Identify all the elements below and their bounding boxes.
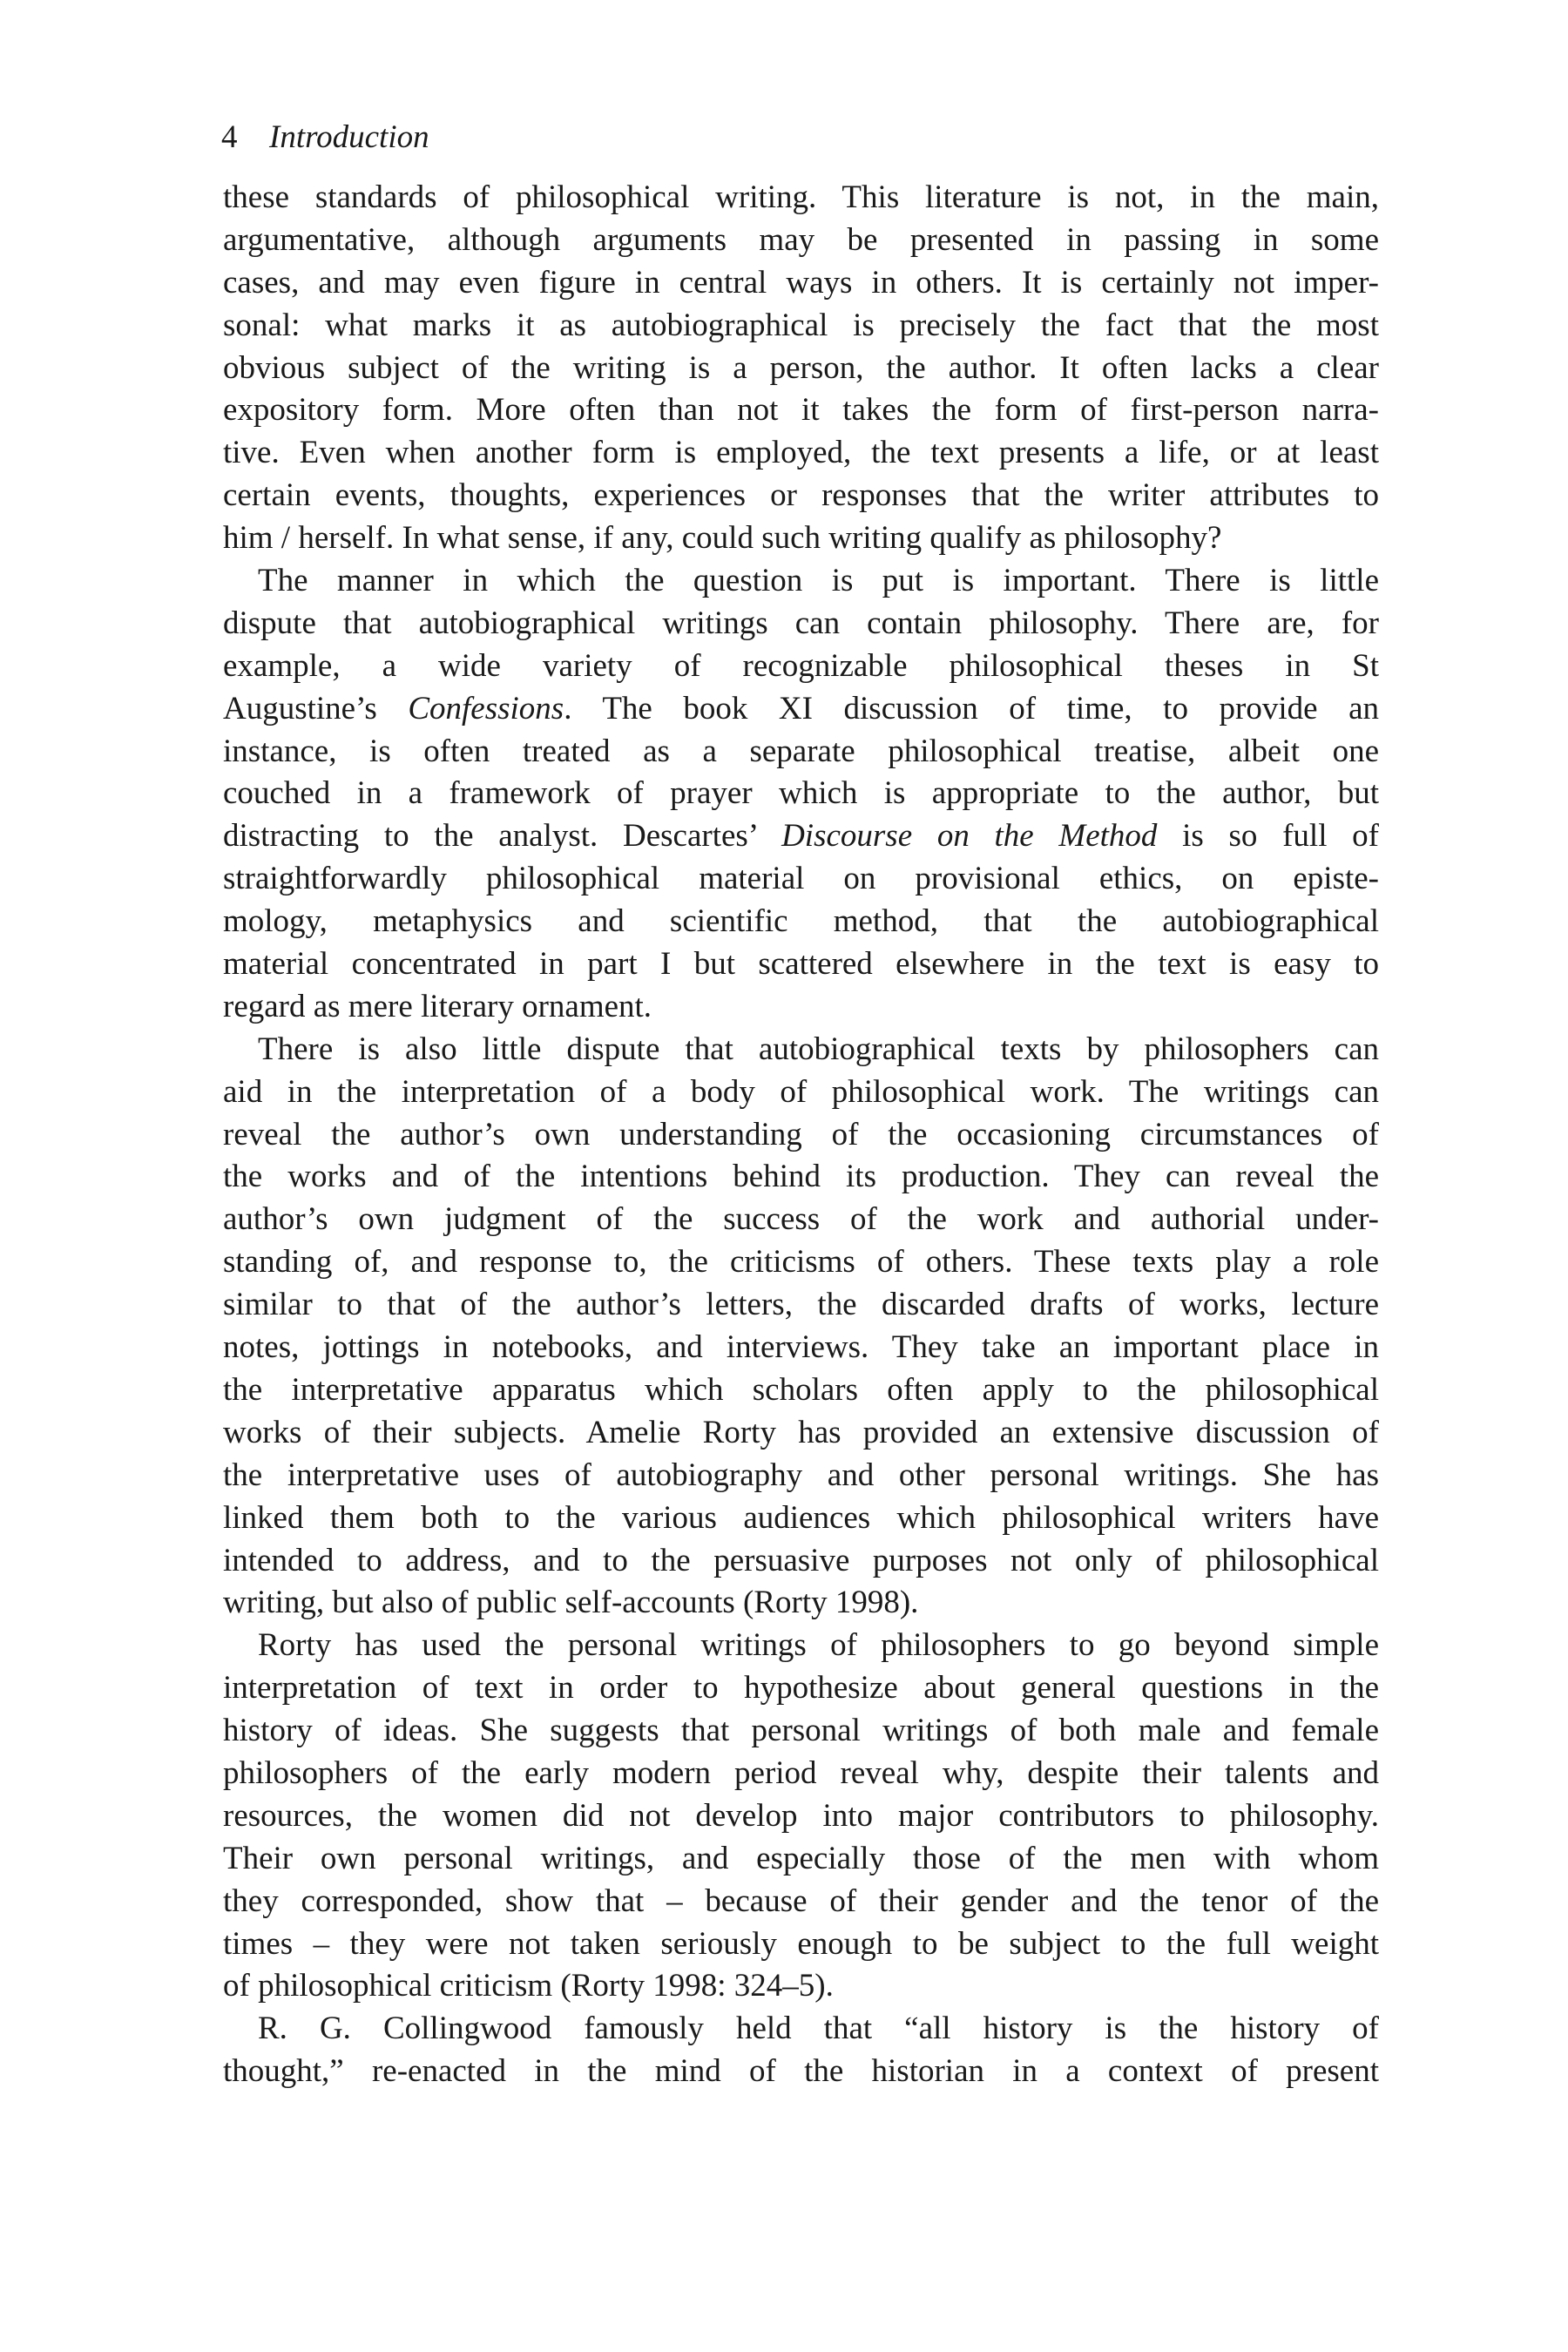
text-line xyxy=(223,943,1379,986)
text-line xyxy=(223,1965,1379,2008)
text-line xyxy=(223,1753,1379,1795)
text-segment: obvious subject of the writing is a person, the author. It often lacks a clear xyxy=(223,349,1379,386)
text-segment: Augustine’s xyxy=(223,690,409,727)
text-segment: dispute that autobiographical writings can contain philosophy. There are, for xyxy=(223,605,1379,641)
text-segment: couched in a framework of prayer which is appropriate to the author, but xyxy=(223,775,1379,812)
text-segment: mology, metaphysics and scientific method, that the autobiographical xyxy=(223,903,1379,940)
italic-title: Discourse on the Method xyxy=(781,818,1158,855)
text-line xyxy=(223,1284,1379,1327)
text-line xyxy=(223,2051,1379,2093)
text-line xyxy=(223,1795,1379,1838)
text-line xyxy=(223,731,1379,774)
text-segment: resources, the women did not develop into major contributors to philosophy. xyxy=(223,1797,1379,1834)
text-line xyxy=(223,2008,1379,2051)
text-line xyxy=(223,1156,1379,1199)
text-segment: similar to that of the author’s letters, the discarded drafts of works, lecture xyxy=(223,1287,1379,1323)
text-segment: instance, is often treated as a separate philosophical treatise, albeit one xyxy=(223,733,1379,769)
text-segment: tive. Even when another form is employed, the text presents a life, or at least xyxy=(223,435,1379,471)
text-line xyxy=(223,815,1379,858)
text-segment: expository form. More often than not it takes the form of first-person narra- xyxy=(223,392,1379,429)
text-segment: distracting to the analyst. Descartes’ xyxy=(223,818,782,855)
text-segment: argumentative, although arguments may be presented in passing in some xyxy=(223,221,1379,258)
text-line xyxy=(223,1710,1379,1753)
text-line xyxy=(223,773,1379,815)
text-segment: regard as mere literary ornament. xyxy=(223,988,652,1024)
text-line xyxy=(223,603,1379,645)
text-segment: notes, jottings in notebooks, and interviews. They take an important place in xyxy=(223,1329,1379,1366)
text-line xyxy=(223,901,1379,943)
text-line xyxy=(223,1029,1379,1071)
text-line xyxy=(223,220,1379,262)
text-line xyxy=(223,1625,1379,1667)
running-header xyxy=(221,118,429,157)
text-line xyxy=(223,645,1379,688)
text-segment: history of ideas. She suggests that personal writings of both male and female xyxy=(223,1713,1379,1749)
text-line xyxy=(223,858,1379,901)
text-segment: certain events, thoughts, experiences or responses that the writer attributes to xyxy=(223,477,1379,514)
text-segment: the works and of the intentions behind its production. They can reveal the xyxy=(223,1159,1379,1195)
text-line xyxy=(223,1241,1379,1284)
text-segment: they corresponded, show that – because of their gender and the tenor of the xyxy=(223,1882,1379,1919)
text-segment: aid in the interpretation of a body of philosophical work. The writings can xyxy=(223,1073,1379,1110)
text-segment: sonal: what marks it as autobiographical is precisely the fact that the most xyxy=(223,307,1379,343)
text-line xyxy=(223,1327,1379,1369)
text-line xyxy=(223,986,1379,1029)
text-line xyxy=(223,1497,1379,1540)
text-segment: linked them both to the various audiences which philosophical writers have xyxy=(223,1499,1379,1536)
text-segment: R. G. Collingwood famously held that “all history is the history of xyxy=(258,2011,1379,2047)
text-segment: example, a wide variety of recognizable philosophical theses in St xyxy=(223,647,1379,684)
text-line xyxy=(223,1838,1379,1881)
text-line xyxy=(223,1881,1379,1923)
text-segment: him / herself. In what sense, if any, could such writing qualify as philosophy? xyxy=(223,520,1222,557)
text-segment: . The book XI discussion of time, to provide an xyxy=(564,690,1379,727)
text-line xyxy=(223,1455,1379,1497)
text-segment: is so full of xyxy=(1157,818,1379,855)
text-line xyxy=(223,262,1379,305)
text-segment: reveal the author’s own understanding of the occasioning circumstances of xyxy=(223,1116,1379,1152)
text-line xyxy=(223,1667,1379,1710)
text-segment: author’s own judgment of the success of the work and authorial under- xyxy=(223,1201,1379,1238)
body-text xyxy=(223,177,1379,2093)
text-line xyxy=(223,1199,1379,1241)
text-segment: works of their subjects. Amelie Rorty has provided an extensive discussion of xyxy=(223,1414,1379,1450)
text-line xyxy=(223,432,1379,475)
text-line xyxy=(223,1582,1379,1625)
text-line xyxy=(223,305,1379,348)
text-segment: cases, and may even figure in central ways in others. It is certainly not imper- xyxy=(223,264,1379,301)
text-line xyxy=(223,348,1379,390)
text-segment: interpretation of text in order to hypothesize about general questions in the xyxy=(223,1670,1379,1707)
text-line xyxy=(223,1540,1379,1583)
text-segment: thought,” re-enacted in the mind of the historian in a context of present xyxy=(223,2053,1379,2090)
text-line xyxy=(223,1369,1379,1412)
text-segment: material concentrated in part I but scattered elsewhere in the text is easy to xyxy=(223,946,1379,983)
text-line xyxy=(223,1412,1379,1455)
text-line xyxy=(223,177,1379,220)
text-segment: of philosophical criticism (Rorty 1998: 324–5). xyxy=(223,1968,834,2004)
text-line xyxy=(223,560,1379,603)
text-segment: writing, but also of public self-accounts (Rorty 1998). xyxy=(223,1585,919,1621)
text-line xyxy=(223,1923,1379,1966)
text-segment: intended to address, and to the persuasive purposes not only of philosophical xyxy=(223,1542,1379,1578)
text-segment: The manner in which the question is put is important. There is little xyxy=(258,563,1379,599)
page-number: 4 xyxy=(221,119,238,155)
text-segment: standing of, and response to, the criticisms of others. These texts play a role xyxy=(223,1244,1379,1281)
text-segment: Rorty has used the personal writings of philosophers to go beyond simple xyxy=(258,1627,1379,1664)
text-line xyxy=(223,1114,1379,1157)
text-segment: philosophers of the early modern period reveal why, despite their talents and xyxy=(223,1754,1379,1791)
text-line xyxy=(223,389,1379,432)
text-segment: There is also little dispute that autobiographical texts by philosophers can xyxy=(258,1031,1379,1067)
text-segment: times – they were not taken seriously enough to be subject to the full weight xyxy=(223,1925,1379,1962)
text-line xyxy=(223,517,1379,560)
italic-title: Confessions xyxy=(408,690,564,727)
text-segment: these standards of philosophical writing. This literature is not, in the main, xyxy=(223,179,1379,215)
text-segment: the interpretative uses of autobiography and other personal writings. She has xyxy=(223,1456,1379,1493)
text-line xyxy=(223,1071,1379,1114)
text-line xyxy=(223,475,1379,517)
text-segment: the interpretative apparatus which scholars often apply to the philosophical xyxy=(223,1371,1379,1408)
text-line xyxy=(223,688,1379,731)
text-segment: Their own personal writings, and especially those of the men with whom xyxy=(223,1840,1379,1876)
text-segment: straightforwardly philosophical material on provisional ethics, on episte- xyxy=(223,861,1379,897)
running-title: Introduction xyxy=(269,119,429,155)
